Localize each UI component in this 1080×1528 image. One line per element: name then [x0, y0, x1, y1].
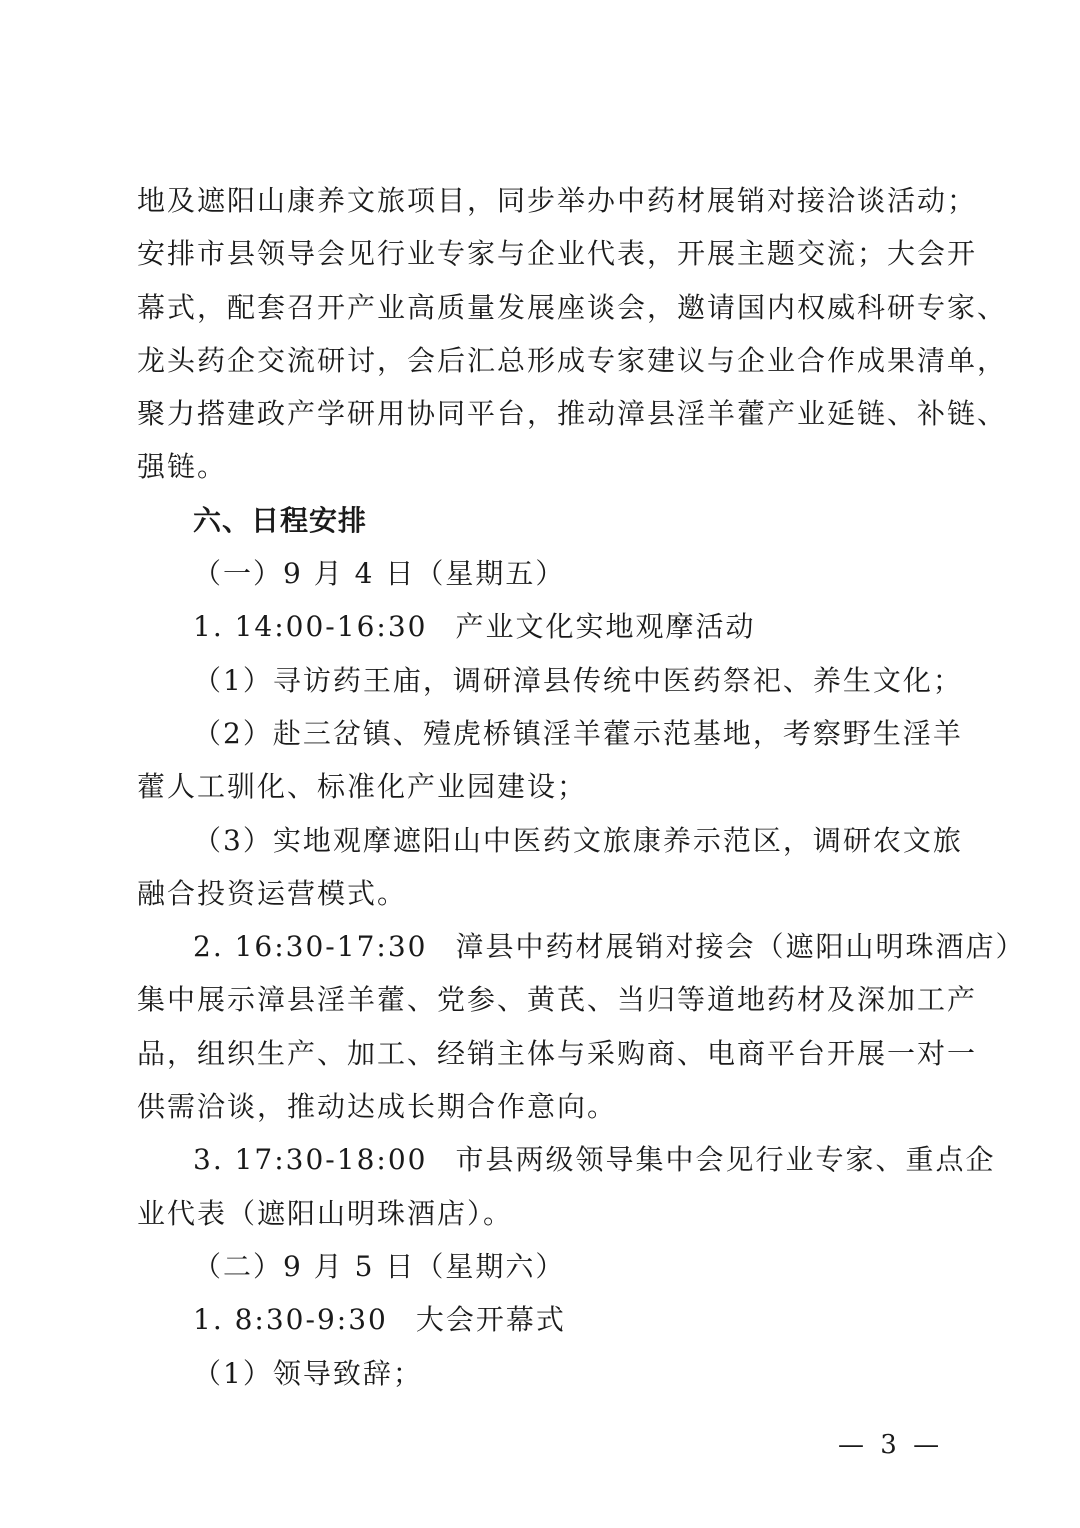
sub-item: （1）寻访药王庙，调研漳县传统中医药祭祀、养生文化；: [193, 663, 963, 697]
document-body: [137, 174, 1026, 1400]
schedule-item: [137, 1133, 996, 1186]
paragraph-line: 龙头药企交流研讨，会后汇总形成专家建议与企业合作成果清单，: [137, 343, 1008, 377]
schedule-time: 3. 17:30-18:00: [193, 1143, 428, 1177]
schedule-item-continuation: 业代表（遮阳山明珠酒店）。: [137, 1196, 514, 1230]
schedule-item-continuation: 供需洽谈，推动达成长期合作意向。: [137, 1090, 618, 1124]
sub-item: （3）实地观摩遮阳山中医药文旅康养示范区，调研农文旅: [193, 823, 963, 857]
schedule-item: [137, 600, 952, 653]
section-heading: 六、日程安排: [193, 503, 368, 537]
schedule-time: 1. 14:00-16:30: [193, 610, 428, 644]
schedule-item: [137, 920, 1026, 973]
schedule-time: 1. 8:30-9:30: [193, 1303, 388, 1337]
day-heading: （二）9 月 5 日（星期六）: [193, 1249, 566, 1283]
schedule-time: 2. 16:30-17:30: [193, 930, 428, 964]
paragraph-line: 强链。: [137, 450, 228, 484]
paragraph-line: 地及遮阳山康养文旅项目，同步举办中药材展销对接洽谈活动；: [137, 184, 978, 217]
paragraph-line: 安排市县领导会见行业专家与企业代表，开展主题交流；大会开: [137, 237, 978, 271]
sub-item: （1）领导致辞；: [193, 1356, 423, 1390]
schedule-item-continuation: 集中展示漳县淫羊藿、党参、黄芪、当归等道地药材及深加工产: [137, 983, 978, 1017]
schedule-item-continuation: 品，组织生产、加工、经销主体与采购商、电商平台开展一对一: [137, 1036, 978, 1070]
schedule-title: 大会开幕式: [415, 1303, 566, 1337]
sub-item-continuation: 藿人工驯化、标准化产业园建设；: [137, 770, 588, 804]
schedule-title: 产业文化实地观摩活动: [455, 610, 756, 644]
schedule-item: [137, 1293, 952, 1346]
schedule-title: 市县两级领导集中会见行业专家、重点企: [455, 1143, 996, 1177]
schedule-title: 漳县中药材展销对接会（遮阳山明珠酒店）: [455, 930, 1026, 964]
sub-item: （2）赴三岔镇、殪虎桥镇淫羊藿示范基地，考察野生淫羊: [193, 716, 963, 750]
sub-item-continuation: 融合投资运营模式。: [137, 876, 408, 910]
page-number: — 3 —: [838, 1430, 944, 1460]
day-heading: （一）9 月 4 日（星期五）: [193, 557, 566, 591]
paragraph-line: 聚力搭建政产学研用协同平台，推动漳县淫羊藿产业延链、补链、: [137, 397, 1008, 431]
paragraph-line: 幕式，配套召开产业高质量发展座谈会，邀请国内权威科研专家、: [137, 290, 1008, 324]
